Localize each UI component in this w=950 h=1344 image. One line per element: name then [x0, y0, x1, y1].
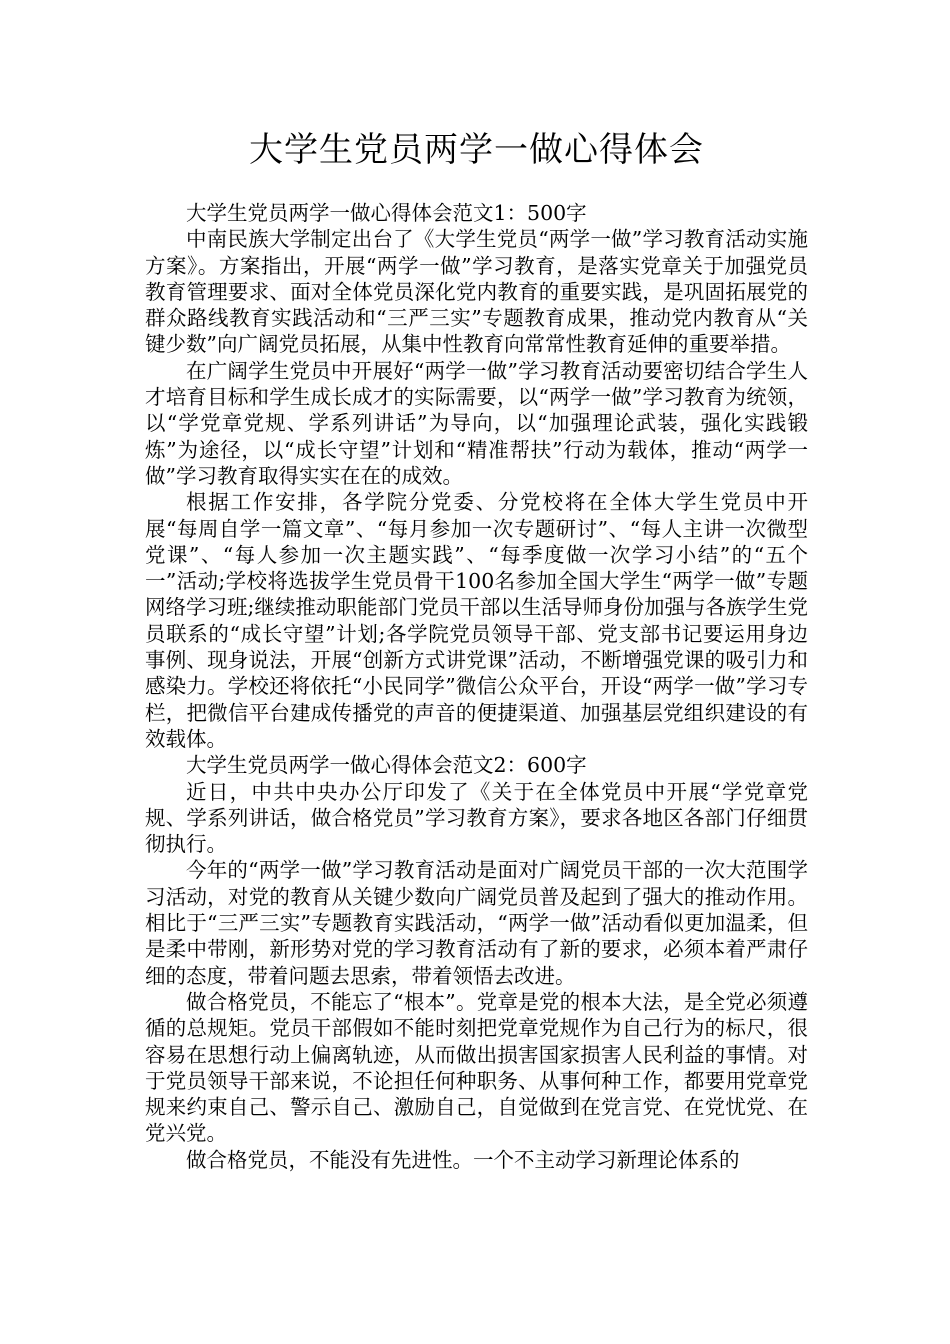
body-paragraph: 今年的“两学一做”学习教育活动是面对广阔党员干部的一次大范围学习活动，对党的教育从关键少数向广阔党员普及起到了强大的推动作用。相比于“三严三实”专题教育实践活动，“两学一做”活动看似更加温柔，但是柔中带刚，新形势对党的学习教育活动有了新的要求，必须本着严肃仔细的态度，带着问题去思索，带着领悟去改进。: [145, 858, 808, 988]
body-paragraph: 根据工作安排，各学院分党委、分党校将在全体大学生党员中开展“每周自学一篇文章”、“每月参加一次专题研讨”、“每人主讲一次微型党课”、“每人参加一次主题实践”、“每季度做一次学习小结”的“五个一”活动;学校将选拔学生党员骨干100名参加全国大学生“两学一做”专题网络学习班;继续推动职能部门党员干部以生活导师身份加强与各族学生党员联系的“成长守望”计划;各学院党员领导干部、党支部书记要运用身边事例、现身说法，开展“创新方式讲党课”活动，不断增强党课的吸引力和感染力。学校还将依托“小民同学”微信公众平台，开设“两学一做”学习专栏，把微信平台建成传播党的声音的便捷渠道、加强基层党组织建设的有效载体。: [145, 490, 808, 751]
section-heading-2: 大学生党员两学一做心得体会范文2：600字: [186, 753, 587, 778]
body-paragraph: 做合格党员，不能忘了“根本”。党章是党的根本大法，是全党必须遵循的总规矩。党员干部假如不能时刻把党章党规作为自己行为的标尺，很容易在思想行动上偏离轨迹，从而做出损害国家损害人民利益的事情。对于党员领导干部来说，不论担任何种职务、从事何种工作，都要用党章党规来约束自己、警示自己、激励自己，自觉做到在党言党、在党忧党、在党兴党。: [145, 989, 808, 1146]
body-paragraph: 做合格党员，不能没有先进性。一个不主动学习新理论体系的: [186, 1147, 740, 1172]
section-heading-1: 大学生党员两学一做心得体会范文1：500字: [186, 201, 587, 225]
document-page: [145, 128, 808, 1173]
body-paragraph: 中南民族大学制定出台了《大学生党员“两学一做”学习教育活动实施方案》。方案指出，开展“两学一做”学习教育，是落实党章关于加强党员教育管理要求、面对全体党员深化党内教育的重要实践，是巩固拓展党的群众路线教育实践活动和“三严三实”专题教育成果，推动党内教育从“关键少数”向广阔党员拓展，从集中性教育向常常性教育延伸的重要举措。: [145, 227, 808, 357]
body-paragraph: 近日，中共中央办公厅印发了《关于在全体党员中开展“学党章党规、学系列讲话，做合格党员”学习教育方案》，要求各地区各部门仔细贯彻执行。: [145, 779, 808, 857]
body-paragraph: 在广阔学生党员中开展好“两学一做”学习教育活动要密切结合学生人才培育目标和学生成长成才的实际需要，以“两学一做”学习教育为统领，以“学党章党规、学系列讲话”为导向，以“加强理论武装，强化实践锻炼”为途径，以“成长守望”计划和“精准帮扶”行动为载体，推动“两学一做”学习教育取得实实在在的成效。: [145, 358, 808, 488]
document-title: 大学生党员两学一做心得体会: [249, 130, 704, 170]
